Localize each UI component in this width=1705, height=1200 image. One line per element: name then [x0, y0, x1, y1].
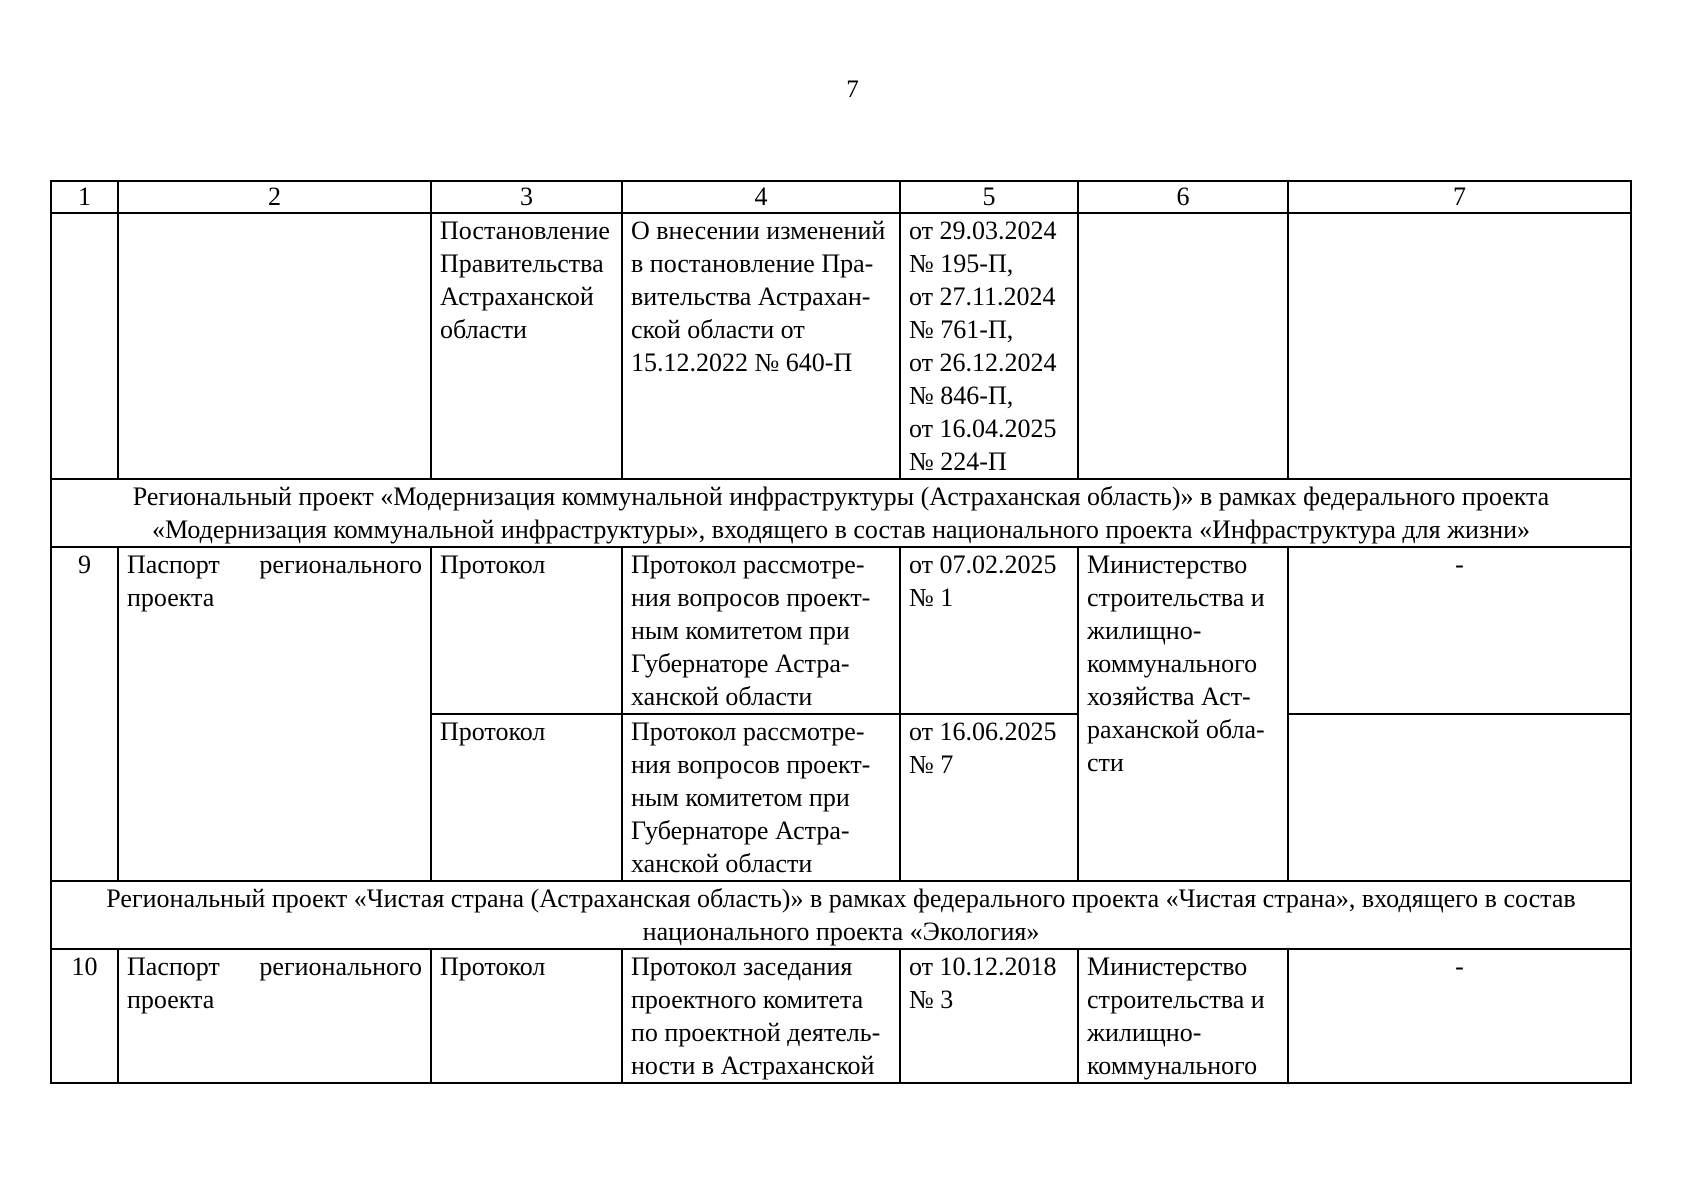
cell-document-date: [900, 213, 1078, 479]
text-line: от 29.03.2024: [909, 216, 1057, 245]
text-line: Правительства: [440, 249, 604, 278]
text-line: 15.12.2022 № 640-П: [631, 348, 853, 377]
text-line: № 1: [909, 583, 954, 612]
column-number-1: 1: [51, 181, 118, 213]
text-line: от 10.12.2018: [909, 952, 1057, 981]
text-line: № 7: [909, 750, 954, 779]
text-line: Протокол рассмотре-: [631, 550, 865, 579]
cell-document-type: [431, 213, 622, 479]
section-heading-row: [51, 479, 1631, 547]
cell-document-name: Паспорт регионального проекта: [118, 949, 431, 1083]
text-line: ным комитетом при: [631, 783, 850, 812]
text-line: ской области от: [631, 315, 805, 344]
text-line: № 195-П,: [909, 249, 1014, 278]
cell-responsible: [1078, 213, 1288, 479]
section-heading: Региональный проект «Чистая страна (Астраханская область)» в рамках федерального проекта «Чистая страна», входящего в состав национального проекта «Экология»: [51, 881, 1631, 949]
text-line: в постановление Пра-: [631, 249, 874, 278]
text-line: хозяйства Аст-: [1087, 682, 1251, 711]
cell-responsible: [1078, 949, 1288, 1083]
text-line: строительства и: [1087, 985, 1265, 1014]
text-line: сти: [1087, 748, 1124, 777]
cell-document-name: Паспорт регионального проекта: [118, 547, 431, 881]
cell-document-date: [900, 547, 1078, 714]
cell-document-date: [900, 949, 1078, 1083]
text-line: Губернаторе Астра-: [631, 816, 850, 845]
section-heading-row: [51, 881, 1631, 949]
text-line: от 26.12.2024: [909, 348, 1057, 377]
column-number-row: [51, 181, 1631, 213]
text-line: коммунального: [1087, 1051, 1258, 1080]
cell-document-date: [900, 714, 1078, 881]
text-line: по проектной деятель-: [631, 1018, 881, 1047]
section-heading: Региональный проект «Модернизация коммунальной инфраструктуры (Астраханская область)» в рамках федерального проекта «Модернизация коммунальной инфраструктуры», входящего в состав национального проекта «Инфраструктура для жизни»: [51, 479, 1631, 547]
text-line: Протокол рассмотре-: [631, 717, 865, 746]
text-line: раханской обла-: [1087, 715, 1265, 744]
text-line: Губернаторе Астра-: [631, 649, 850, 678]
cell-note: -: [1288, 949, 1631, 1083]
cell-num: 10: [51, 949, 118, 1083]
text-line: Протокол заседания: [631, 952, 853, 981]
cell-document-type: Протокол: [431, 547, 622, 714]
cell-note: [1288, 714, 1631, 881]
column-number-3: 3: [431, 181, 622, 213]
column-number-2: 2: [118, 181, 431, 213]
text-line: О внесении изменений: [631, 216, 886, 245]
text-line: Постановление: [440, 216, 610, 245]
cell-document-type: Протокол: [431, 714, 622, 881]
text-line: Астраханской: [440, 282, 594, 311]
cell-num: [51, 213, 118, 479]
text-line: ханской области: [631, 849, 813, 878]
text-line: ности в Астраханской: [631, 1051, 875, 1080]
cell-document-type: Протокол: [431, 949, 622, 1083]
text-line: строительства и: [1087, 583, 1265, 612]
text-line: ния вопросов проект-: [631, 583, 871, 612]
text-line: № 224-П: [909, 447, 1007, 476]
text-line: коммунального: [1087, 649, 1258, 678]
cell-document-title: [622, 547, 900, 714]
text-line: жилищно-: [1087, 616, 1202, 645]
text-line: от 07.02.2025: [909, 550, 1057, 579]
column-number-6: 6: [1078, 181, 1288, 213]
cell-document-title: [622, 949, 900, 1083]
column-number-5: 5: [900, 181, 1078, 213]
text-line: от 16.06.2025: [909, 717, 1057, 746]
text-line: Министерство: [1087, 952, 1248, 981]
text-line: ханской области: [631, 682, 813, 711]
text-line: области: [440, 315, 527, 344]
text-line: от 16.04.2025: [909, 414, 1057, 443]
text-line: проектного комитета: [631, 985, 864, 1014]
cell-document-title: [622, 714, 900, 881]
column-number-4: 4: [622, 181, 900, 213]
text-line: вительства Астрахан-: [631, 282, 871, 311]
cell-responsible: [1078, 547, 1288, 881]
cell-num: 9: [51, 547, 118, 881]
table-row-continued: [51, 213, 1631, 479]
text-line: № 3: [909, 985, 954, 1014]
text-line: № 846-П,: [909, 381, 1014, 410]
registry-table: [50, 180, 1632, 1084]
table-row-9a: [51, 547, 1631, 714]
text-line: ным комитетом при: [631, 616, 850, 645]
cell-note: [1288, 213, 1631, 479]
cell-note: -: [1288, 547, 1631, 714]
text-line: № 761-П,: [909, 315, 1014, 344]
text-line: ния вопросов проект-: [631, 750, 871, 779]
table-row-10: [51, 949, 1631, 1083]
text-line: жилищно-: [1087, 1018, 1202, 1047]
text-line: от 27.11.2024: [909, 282, 1056, 311]
page-number: 7: [846, 76, 859, 103]
cell-document-title: [622, 213, 900, 479]
cell-document-name: [118, 213, 431, 479]
text-line: Министерство: [1087, 550, 1248, 579]
column-number-7: 7: [1288, 181, 1631, 213]
